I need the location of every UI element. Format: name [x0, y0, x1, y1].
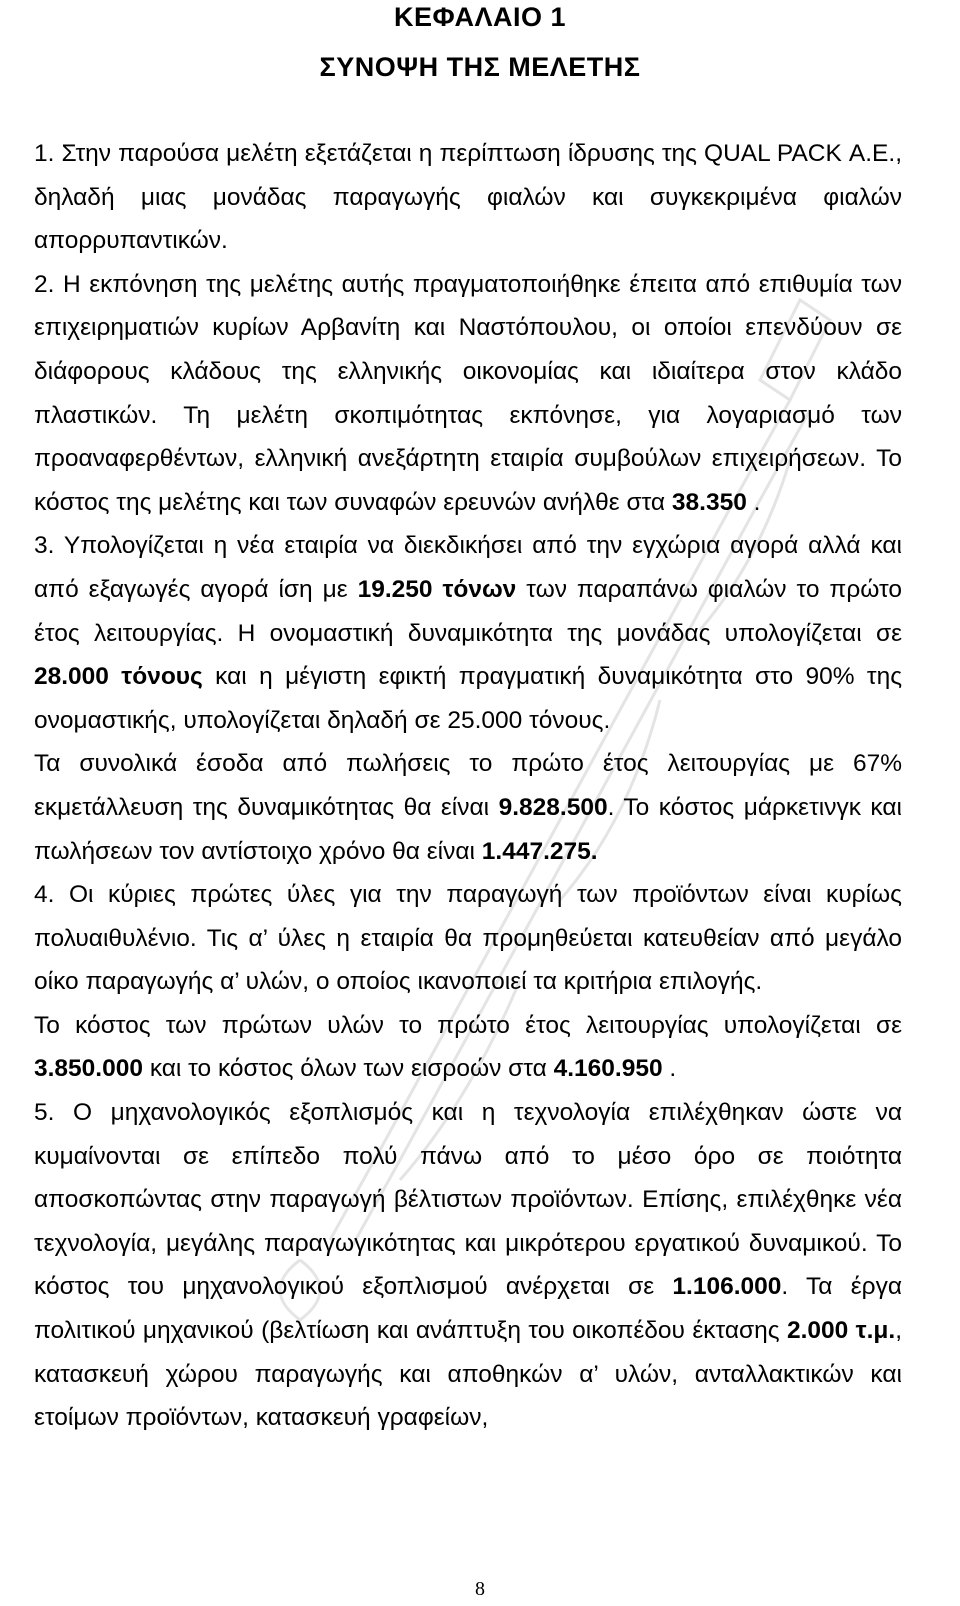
text-run: . Τα έργα πολιτικού μηχανικού (βελτίωση και ανάπτυξη του οικοπέδου έκτασης: [34, 1273, 902, 1345]
paragraph-5: [34, 873, 902, 1004]
text-run: 5. Ο μηχανολογικός εξοπλισμός και η τεχνολογία επιλέχθηκαν ώστε να κυμαίνονται σε επίπεδο πολύ πάνω από το μέσο όρο σε ποιότητα αποσκοπώντας στην παραγωγή βέλτιστων προϊόντων. Επίσης, επιλέχθηκε νέα τεχνολογία, μεγάλης παραγωγικότητας και μικρότερου εργατικού δυναμικού. Το κόστος του μηχανολογικού εξοπλισμού ανέρχεται σε: [34, 1099, 902, 1301]
text-run: .: [669, 1055, 677, 1083]
bold-figure: 38.350: [671, 488, 754, 516]
paragraph-6: [34, 1004, 902, 1091]
chapter-heading: ΚΕΦΑΛΑΙΟ 1: [394, 2, 566, 32]
text-run: 2. Η εκπόνηση της μελέτης αυτής πραγματοποιήθηκε έπειτα από επιθυμία των επιχειρηματιών κυρίων Αρβανίτη και Ναστόπουλου, οι οποίοι επενδύουν σε διάφορους κλάδους της ελληνικής οικονομίας και ιδιαίτερα στον κλάδο πλαστικών. Τη μελέτη σκοπιμότητας εκπόνησε, για λογαριασμό των προαναφερθέντων, ελληνική ανεξάρτητη εταιρία συμβούλων επιχειρήσεων. Το κόστος της μελέτης και των συναφών ερευνών ανήλθε στα: [34, 270, 902, 516]
text-run: , κατασκευή χώρου παραγωγής και αποθηκών α’ υλών, ανταλλακτικών και ετοίμων προϊόντων, κατασκευή γραφείων,: [34, 1317, 903, 1432]
text-run: 1. Στην παρούσα μελέτη εξετάζεται η περίπτωση ίδρυσης της QUAL PACK Α.Ε., δηλαδή μιας μονάδας παραγωγής φιαλών και συγκεκριμένα φιαλών απορρυπαντικών.: [34, 140, 902, 255]
bold-figure: 3.850.000: [34, 1055, 150, 1083]
bold-figure: 2.000 τ.μ.: [786, 1317, 896, 1345]
bold-figure: 28.000 τόνους: [34, 663, 203, 691]
text-run: . Το κόστος μάρκετινγκ και πωλήσεων τον αντίστοιχο χρόνο θα είναι: [34, 793, 902, 865]
bold-figure: 9.828.500: [498, 793, 608, 821]
summary-title: ΣΥΝΟΨΗ ΤΗΣ ΜΕΛΕΤΗΣ: [319, 52, 641, 82]
text-run: 4. Οι κύριες πρώτες ύλες για την παραγωγή των προϊόντων είναι κυρίως πολυαιθυλένιο. Τις α’ ύλες η εταιρία θα προμηθεύεται κατευθείαν από μεγάλο οίκο παραγωγής α’ υλών, ο οποίος ικανοποιεί τα κριτήρια επιλογής.: [34, 881, 902, 996]
text-run: Τα συνολικά έσοδα από πωλήσεις το πρώτο έτος λειτουργίας με 67% εκμετάλλευση της δυναμικότητας θα είναι: [34, 750, 902, 821]
bold-figure: 19.250 τόνων: [357, 575, 517, 603]
text-run: και η μέγιστη εφικτή πραγματική δυναμικότητα στο 90% της ονομαστικής, υπολογίζεται δηλαδή σε 25.000 τόνους.: [34, 663, 903, 734]
text-run: 3. Υπολογίζεται η νέα εταιρία να διεκδικήσει από την εγχώρια αγορά αλλά και από εξαγωγές αγορά ίση με: [34, 532, 902, 603]
text-run: .: [753, 488, 761, 516]
text-run: Το κόστος των πρώτων υλών το πρώτο έτος λειτουργίας υπολογίζεται σε: [34, 1011, 902, 1039]
paragraph-2: [34, 263, 902, 525]
paragraph-1: [34, 132, 902, 263]
paragraph-3: [34, 524, 902, 742]
paragraph-4: [34, 742, 902, 873]
text-run: και το κόστος όλων των εισροών στα: [149, 1055, 554, 1083]
text-run: των παραπάνω φιαλών το πρώτο έτος λειτουργίας. Η ονομαστική δυναμικότητα της μονάδας υπολογίζεται σε: [34, 575, 902, 647]
bold-figure: 1.447.275.: [481, 837, 598, 865]
paragraph-7: [34, 1091, 902, 1440]
bold-figure: 1.106.000: [672, 1273, 782, 1301]
bold-figure: 4.160.950: [553, 1055, 670, 1083]
summary-body: [34, 132, 902, 1440]
page-number: 8: [475, 1578, 485, 1600]
